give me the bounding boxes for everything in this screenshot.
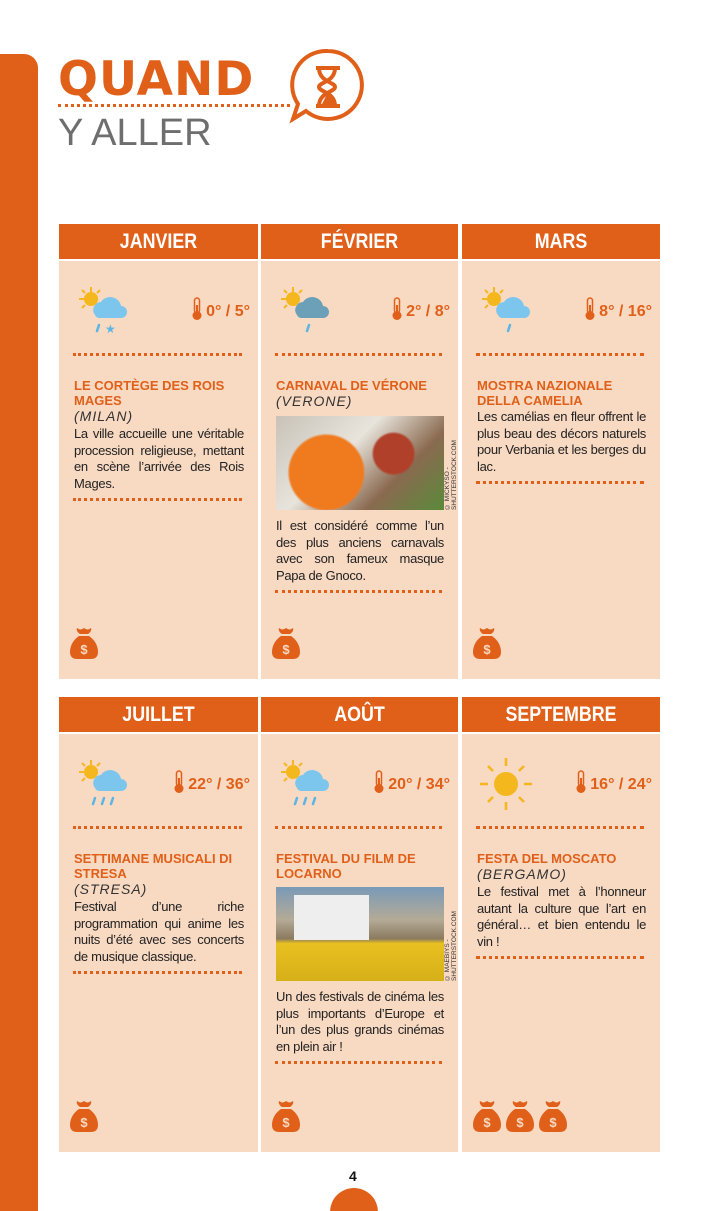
dotted-divider	[275, 590, 442, 593]
month-name: JUILLET	[74, 697, 243, 732]
budget-indicator	[472, 626, 502, 665]
month-header	[261, 697, 458, 732]
month-body	[261, 261, 458, 679]
dotted-divider	[476, 956, 644, 959]
photo-credit: © MICKYSO - SHUTTERSTOCK.COM	[444, 440, 458, 510]
dotted-divider	[73, 498, 242, 501]
event-content	[462, 826, 660, 959]
temperature-range: 8° / 16°	[599, 302, 652, 320]
svg-text:$: $	[483, 1115, 491, 1130]
dotted-divider	[275, 826, 442, 829]
temperature-range: 0° / 5°	[206, 302, 250, 320]
svg-text:★: ★	[105, 322, 116, 336]
svg-text:$: $	[80, 642, 88, 657]
hourglass-icon	[287, 46, 369, 128]
temperature	[584, 297, 652, 326]
month-name: FÉVRIER	[276, 224, 443, 259]
budget-indicator	[472, 1099, 568, 1138]
event-title: LE CORTÈGE DES ROIS MAGES	[74, 378, 225, 408]
temperature-range: 22° / 36°	[188, 775, 250, 793]
money-bag-icon	[69, 1099, 99, 1138]
svg-text:$: $	[282, 1115, 290, 1130]
event-photo	[276, 887, 458, 981]
event-photo	[276, 416, 458, 510]
event-title: FESTA DEL MOSCATO	[477, 851, 617, 866]
svg-text:$: $	[483, 642, 491, 657]
title-y-aller: Y ALLER	[58, 112, 212, 154]
svg-text:$: $	[549, 1115, 557, 1130]
weather-sun-cloud-heavy-rain-icon	[73, 756, 133, 816]
temperature	[373, 770, 450, 799]
title-divider	[58, 104, 290, 107]
page-number: 4	[349, 1168, 357, 1184]
weather-sun-cloud-rain-snow-icon	[73, 283, 133, 343]
event-description: Le festival met à l’honneur autant la culture que l’art en général… et bien entendu le vin !	[477, 884, 646, 949]
svg-text:$: $	[516, 1115, 524, 1130]
money-bag-icon	[271, 1099, 301, 1138]
event-location: (VERONE)	[276, 393, 353, 409]
month-name: SEPTEMBRE	[477, 697, 645, 732]
event-description: La ville accueille une véritable procession religieuse, mettant en scène l’arrivée des Rois Mages.	[74, 426, 244, 491]
temperature-range: 16° / 24°	[590, 775, 652, 793]
photo-credit: © MAEBIYS - SHUTTERSTOCK.COM	[444, 911, 458, 981]
month-body	[59, 734, 258, 1152]
event-content	[261, 826, 458, 1064]
dotted-divider	[476, 353, 644, 356]
money-bag-icon	[69, 626, 99, 665]
dotted-divider	[73, 826, 242, 829]
dotted-divider	[275, 353, 442, 356]
event-description: Festival d’une riche programmation qui anime les nuits d’été avec ses concerts de musique classique.	[74, 899, 244, 964]
month-header	[462, 224, 660, 259]
month-header	[462, 697, 660, 732]
money-bag-icon	[472, 626, 502, 665]
thermometer-icon	[391, 297, 403, 326]
page-marker	[330, 1188, 378, 1211]
event-location: (STRESA)	[74, 881, 148, 897]
dotted-divider	[476, 481, 644, 484]
budget-indicator	[69, 626, 99, 665]
month-card-2	[462, 224, 660, 679]
month-body	[462, 734, 660, 1152]
month-card-1	[261, 224, 458, 679]
month-card-3	[59, 697, 258, 1152]
weather-sun-cloud-heavy-rain-icon	[275, 756, 335, 816]
event-content	[261, 353, 458, 593]
budget-indicator	[69, 1099, 99, 1138]
dotted-divider	[73, 353, 242, 356]
title-quand: QUAND	[58, 52, 255, 107]
weather-sun-cloud-rain-icon	[476, 283, 536, 343]
event-location: (MILAN)	[74, 408, 134, 424]
dotted-divider	[73, 971, 242, 974]
temperature	[173, 770, 250, 799]
money-bag-icon	[472, 1099, 502, 1138]
weather-sun-icon	[476, 756, 536, 816]
event-content	[59, 353, 258, 501]
event-description: Il est considéré comme l’un des plus anciens carnavals avec son fameux masque Papa de Gnoco.	[276, 518, 444, 583]
dotted-divider	[476, 826, 644, 829]
svg-text:$: $	[282, 642, 290, 657]
month-name: MARS	[477, 224, 645, 259]
budget-indicator	[271, 626, 301, 665]
temperature	[391, 297, 450, 326]
month-name: AOÛT	[276, 697, 443, 732]
budget-indicator	[271, 1099, 301, 1138]
month-body	[59, 261, 258, 679]
event-content	[59, 826, 258, 974]
month-card-4	[261, 697, 458, 1152]
money-bag-icon	[271, 626, 301, 665]
event-location: (BERGAMO)	[477, 866, 567, 882]
month-card-5	[462, 697, 660, 1152]
svg-text:$: $	[80, 1115, 88, 1130]
event-title: CARNAVAL DE VÉRONE	[276, 378, 427, 393]
event-title: SETTIMANE MUSICALI DI STRESA	[74, 851, 233, 881]
event-content	[462, 353, 660, 484]
dotted-divider	[275, 1061, 442, 1064]
event-description: Un des festivals de cinéma les plus importants d’Europe et l’un des plus grands cinémas en plein air !	[276, 989, 444, 1054]
temperature	[191, 297, 250, 326]
thermometer-icon	[584, 297, 596, 326]
event-description: Les camélias en fleur offrent le plus beau des décors naturels pour Verbania et les berges du lac.	[477, 409, 646, 474]
thermometer-icon	[191, 297, 203, 326]
thermometer-icon	[173, 770, 185, 799]
thermometer-icon	[373, 770, 385, 799]
money-bag-icon	[505, 1099, 535, 1138]
temperature-range: 2° / 8°	[406, 302, 450, 320]
event-title: MOSTRA NAZIONALE DELLA CAMELIA	[477, 378, 613, 408]
month-header	[59, 224, 258, 259]
month-header	[59, 697, 258, 732]
money-bag-icon	[538, 1099, 568, 1138]
month-body	[261, 734, 458, 1152]
weather-sun-grey-cloud-rain-icon	[275, 283, 335, 343]
thermometer-icon	[575, 770, 587, 799]
temperature-range: 20° / 34°	[388, 775, 450, 793]
temperature	[575, 770, 652, 799]
month-card-0	[59, 224, 258, 679]
event-title: FESTIVAL DU FILM DE LOCARNO	[276, 851, 416, 881]
month-header	[261, 224, 458, 259]
sidebar-tab	[0, 54, 38, 1211]
month-body	[462, 261, 660, 679]
month-name: JANVIER	[74, 224, 243, 259]
